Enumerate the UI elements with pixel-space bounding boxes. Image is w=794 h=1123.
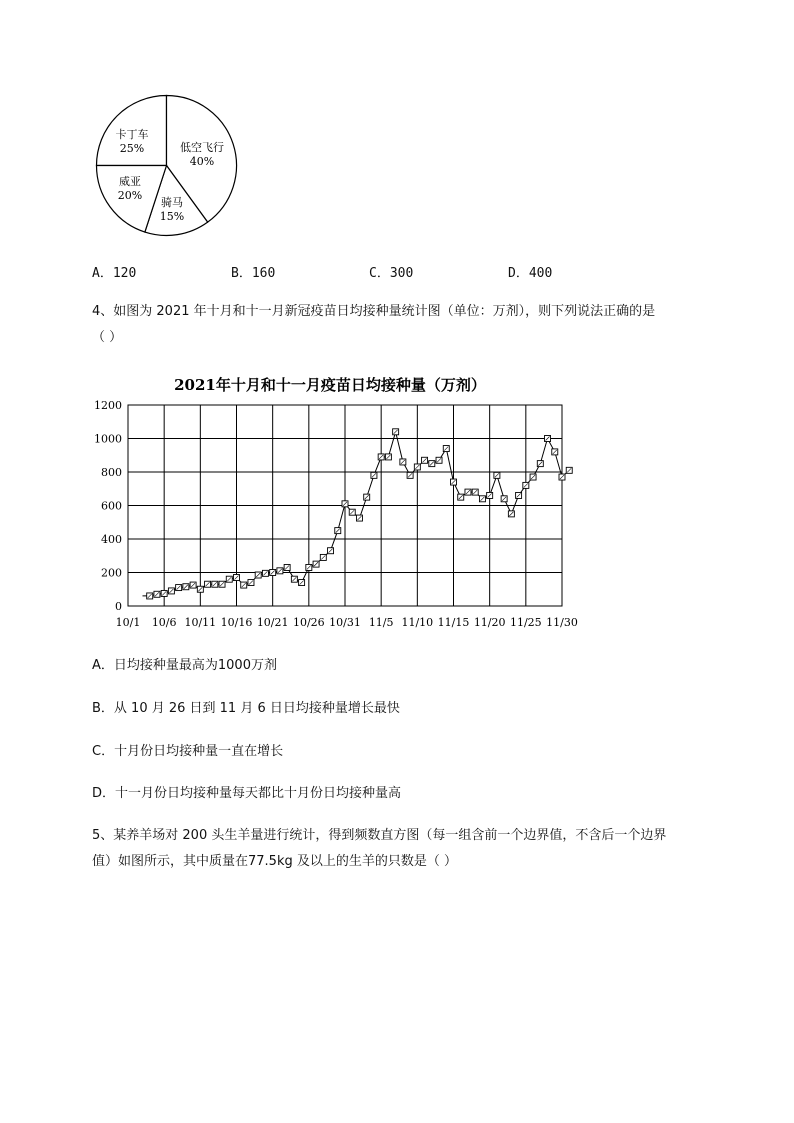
data-point <box>501 496 507 502</box>
data-point <box>530 474 536 480</box>
data-point <box>552 449 558 455</box>
y-tick-label-4: 800 <box>101 466 122 479</box>
data-point <box>277 568 283 574</box>
data-point <box>284 564 290 570</box>
data-point <box>436 457 442 463</box>
data-point <box>349 509 355 515</box>
q3-option-d: D．400 <box>508 266 553 281</box>
pie-label-3: 威亚 <box>119 175 141 188</box>
q3-option-c: C．300 <box>369 266 414 281</box>
x-tick-label-9: 11/15 <box>437 616 470 629</box>
data-point <box>487 492 493 498</box>
y-tick-label-3: 600 <box>101 499 122 513</box>
q4-option-b: B．从 10 月 26 日到 11 月 6 日日均接种量增长最快 <box>92 701 400 716</box>
data-point <box>335 528 341 534</box>
data-point <box>516 492 522 498</box>
x-tick-label-5: 10/26 <box>292 616 325 629</box>
data-point <box>465 489 471 495</box>
data-point <box>255 572 261 578</box>
data-point <box>458 494 464 500</box>
data-point <box>313 561 319 567</box>
pie-pct-0: 25% <box>119 142 145 155</box>
data-point <box>219 581 225 587</box>
pie-pct-2: 15% <box>159 210 185 223</box>
chart-title: 2021年十月和十一月疫苗日均接种量（万剂） <box>174 376 486 394</box>
data-point <box>234 575 240 581</box>
series-line <box>143 432 570 596</box>
q4-option-a: A．日均接种量最高为1000万剂 <box>92 658 277 673</box>
pie-label-0: 卡丁车 <box>115 128 149 141</box>
x-tick-label-4: 10/21 <box>256 616 289 629</box>
data-point <box>183 584 189 590</box>
data-point <box>241 582 247 588</box>
q4-stem-line2: （ ） <box>92 330 123 345</box>
data-point <box>508 511 514 517</box>
data-point <box>393 429 399 435</box>
q3-option-b: B．160 <box>231 266 276 281</box>
y-tick-label-6: 1200 <box>94 399 122 412</box>
q4-stem-line1: 4、如图为 2021 年十月和十一月新冠疫苗日均接种量统计图（单位：万剂），则下列说法正确的是 <box>92 304 656 319</box>
pie-pct-3: 20% <box>117 189 143 202</box>
data-point <box>299 580 305 586</box>
data-point <box>328 548 334 554</box>
data-point <box>400 459 406 465</box>
data-point <box>205 581 211 587</box>
y-tick-label-2: 400 <box>101 533 122 546</box>
x-tick-label-1: 10/6 <box>151 616 177 629</box>
data-point <box>306 564 312 570</box>
data-point <box>226 576 232 582</box>
x-tick-label-10: 11/20 <box>473 616 506 629</box>
data-point <box>197 586 203 592</box>
data-point <box>494 472 500 478</box>
q5-stem <box>92 823 752 875</box>
data-point <box>414 464 420 470</box>
pie-label-2: 骑马 <box>161 196 183 209</box>
data-point <box>147 593 153 599</box>
x-tick-label-8: 11/10 <box>401 616 434 629</box>
data-point <box>537 461 543 467</box>
line-chart <box>90 372 600 640</box>
data-point <box>262 570 268 576</box>
data-point <box>451 479 457 485</box>
q5-stem-line2: 值）如图所示，其中质量在77.5kg 及以上的生羊的只数是（ ） <box>92 854 457 869</box>
x-tick-label-11: 11/25 <box>509 616 542 629</box>
data-point <box>472 489 478 495</box>
x-tick-label-6: 10/31 <box>329 616 361 629</box>
data-point <box>342 501 348 507</box>
y-tick-label-0: 0 <box>115 600 122 613</box>
data-point <box>566 467 572 473</box>
data-point <box>270 570 276 576</box>
y-tick-label-5: 1000 <box>94 432 122 446</box>
data-point <box>378 454 384 460</box>
data-point <box>523 482 529 488</box>
data-point <box>291 576 297 582</box>
q4-option-d: D．十一月份日均接种量每天都比十月份日均接种量高 <box>92 786 402 801</box>
data-point <box>545 436 551 442</box>
data-point <box>161 590 167 596</box>
x-tick-label-2: 10/11 <box>184 616 217 629</box>
y-tick-label-1: 200 <box>101 566 122 580</box>
pie-pct-1: 40% <box>189 155 215 168</box>
q4-option-c: C．十月份日均接种量一直在增长 <box>92 744 284 759</box>
data-point <box>443 446 449 452</box>
data-point <box>364 494 370 500</box>
data-point <box>168 588 174 594</box>
q5-stem-line1: 5、某养羊场对 200 头生羊量进行统计，得到频数直方图（每一组含前一个边界值，不含后一个边界 <box>92 828 667 843</box>
data-point <box>371 472 377 478</box>
q3-option-a: A．120 <box>92 266 137 281</box>
x-tick-label-12: 11/30 <box>546 616 578 629</box>
x-tick-label-3: 10/16 <box>220 616 253 629</box>
data-point <box>212 581 218 587</box>
data-point <box>429 461 435 467</box>
q4-stem <box>92 299 752 351</box>
data-point <box>559 474 565 480</box>
data-point <box>320 554 326 560</box>
data-point <box>385 454 391 460</box>
data-point <box>154 591 160 597</box>
data-point <box>422 457 428 463</box>
data-point <box>356 515 362 521</box>
x-tick-label-0: 10/1 <box>115 616 141 629</box>
data-point <box>479 496 485 502</box>
pie-label-1: 低空飞行 <box>180 141 224 154</box>
data-point <box>407 472 413 478</box>
data-point <box>176 585 182 591</box>
pie-chart <box>94 93 239 238</box>
data-point <box>248 580 254 586</box>
x-tick-label-7: 11/5 <box>368 616 394 629</box>
data-point <box>190 582 196 588</box>
